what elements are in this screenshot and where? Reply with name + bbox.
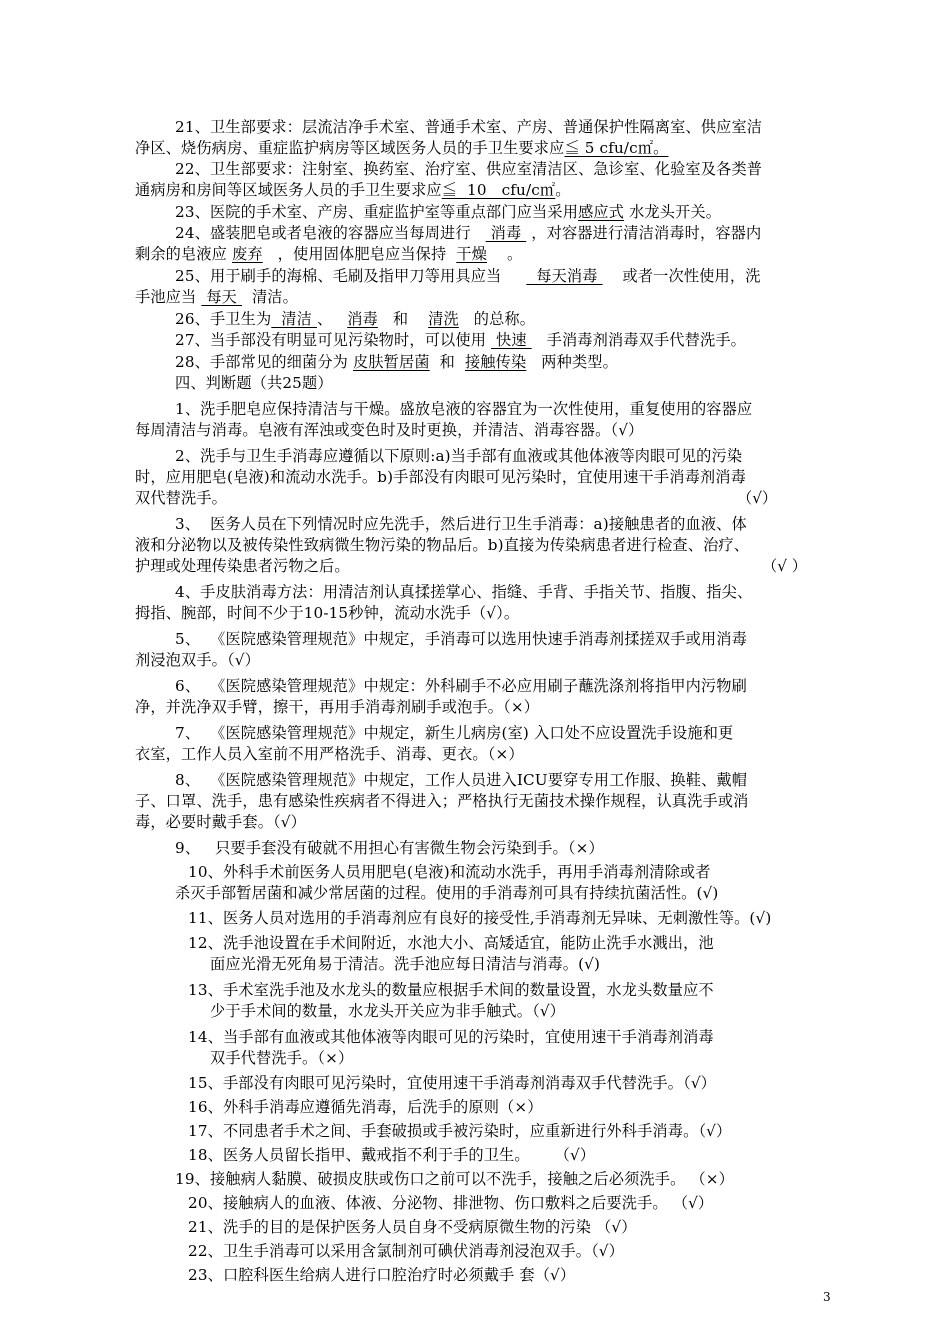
judge-line: 5、 《医院感染管理规范》中规定，手消毒可以选用快速手消毒剂揉搓双手或用消毒 bbox=[175, 630, 747, 648]
judge-line: 4、手皮肤消毒方法：用清洁剂认真揉搓掌心、指缝、手背、手指关节、指腹、指尖、 bbox=[175, 583, 753, 601]
judge-line: 1、洗手肥皂应保持清洁与干燥。盛放皂液的容器宜为一次性使用，重复使用的容器应 bbox=[175, 400, 753, 418]
judge-line: 19、接触病人黏膜、破损皮肤或伤口之前可以不洗手，接触之后必须洗手。 （×） bbox=[175, 1170, 734, 1188]
q27-answer: 快速 bbox=[491, 331, 532, 349]
q26-answer-2: 消毒 bbox=[347, 310, 378, 328]
judge-line: 双代替洗手。 bbox=[135, 489, 228, 507]
judge-line: 12、洗手池设置在手术间附近，水池大小、高矮适宜，能防止洗手水溅出，池 bbox=[188, 934, 714, 952]
q26-answer-1: 清洁 bbox=[271, 310, 317, 328]
judge-line: 13、手术室洗手池及水龙头的数量应根据手术间的数量设置，水龙头数量应不 bbox=[188, 981, 714, 999]
q28-answer-2: 接触传染 bbox=[464, 353, 527, 371]
judge-line: 16、外科手消毒应遵循先消毒，后洗手的原则（×） bbox=[188, 1098, 543, 1116]
q23-answer: 感应式 bbox=[578, 203, 625, 221]
judge-line: 6、 《医院感染管理规范》中规定：外科刷手不必应用刷子蘸洗涤剂将指甲内污物刷 bbox=[175, 677, 747, 695]
page-number: 3 bbox=[823, 1290, 831, 1304]
judge-line: 双手代替洗手。（×） bbox=[210, 1049, 354, 1067]
q22-line1: 22、卫生部要求：注射室、换药室、治疗室、供应室清洁区、急诊室、化验室及各类普 bbox=[175, 160, 763, 178]
judge-line: 14、当手部有血液或其他体液等肉眼可见的污染时，宜使用速干手消毒剂消毒 bbox=[188, 1028, 714, 1046]
judge-line: 17、不同患者手术之间、手套破损或手被污染时，应重新进行外科手消毒。（√） bbox=[188, 1122, 732, 1140]
q24-answer-3: 干燥 bbox=[456, 245, 488, 263]
q28-line: 28、手部常见的细菌分为 皮肤暂居菌 和 接触传染 两种类型。 bbox=[175, 353, 618, 371]
judge-line: 拇指、腕部，时间不少于10-15秒钟，流动水洗手（√）。 bbox=[135, 604, 520, 622]
q25-answer-1: 每天消毒 bbox=[526, 267, 603, 285]
judge-line: 时，应用肥皂(皂液)和流动水洗手。b)手部没有肉眼可见污染时，宜使用速干手消毒剂消毒 bbox=[135, 468, 746, 486]
q24-line2: 剩余的皂液应 废弃 ，使用固体肥皂应当保持 干燥 。 bbox=[135, 245, 523, 263]
judge-line: 7、 《医院感染管理规范》中规定，新生儿病房(室) 入口处不应设置洗手设施和更 bbox=[175, 724, 734, 742]
judge-line: 杀灭手部暂居菌和减少常居菌的过程。使用的手消毒剂可具有持续抗菌活性。(√) bbox=[175, 884, 719, 902]
judge-line: 22、卫生手消毒可以采用含氯制剂可碘伏消毒剂浸泡双手。（√） bbox=[188, 1242, 624, 1260]
q21-answer: ≦ 5 cfu/c㎡。 bbox=[564, 139, 669, 157]
q26-line: 26、手卫生为 清洁 、 消毒 和 清洗 的总称。 bbox=[175, 310, 536, 328]
q24-answer-2: 废弃 bbox=[232, 245, 263, 263]
judge-line: 衣室，工作人员入室前不用严格洗手、消毒、更衣。（×） bbox=[135, 745, 524, 763]
q25-answer-2: 每天 bbox=[201, 288, 242, 306]
judge-line: 面应光滑无死角易于清洁。洗手池应每日清洁与消毒。(√) bbox=[210, 955, 601, 973]
section-heading: 四、判断题（共25题） bbox=[175, 374, 333, 392]
q24-line1: 24、盛装肥皂或者皂液的容器应当每周进行 消毒 ，对容器进行清洁消毒时，容器内 bbox=[175, 224, 762, 242]
judge-line: 11、医务人员对选用的手消毒剂应有良好的接受性,手消毒剂无异味、无刺激性等。(√) bbox=[188, 909, 772, 927]
judge-line: 8、 《医院感染管理规范》中规定，工作人员进入ICU要穿专用工作服、换鞋、戴帽 bbox=[175, 771, 748, 789]
judge-line: 20、接触病人的血液、体液、分泌物、排泄物、伤口敷料之后要洗手。 （√） bbox=[188, 1194, 714, 1212]
answer-mark: （√ ） bbox=[762, 557, 807, 575]
q25-line2: 手池应当 每天 清洁。 bbox=[135, 288, 298, 306]
q28-answer-1: 皮肤暂居菌 bbox=[353, 353, 430, 371]
judge-line: 护理或处理传染患者污物之后。 bbox=[135, 557, 350, 575]
q24-answer-1: 消毒 bbox=[485, 224, 527, 242]
judge-line: 每周清洁与消毒。皂液有浑浊或变色时及时更换，并清洁、消毒容器。（√） bbox=[135, 421, 644, 439]
judge-line: 9、 只要手套没有破就不用担心有害微生物会污染到手。（×） bbox=[175, 839, 604, 857]
q27-line: 27、当手部没有明显可见污染物时，可以使用 快速 手消毒剂消毒双手代替洗手。 bbox=[175, 331, 746, 349]
judge-line: 剂浸泡双手。（√） bbox=[135, 651, 260, 669]
q22-answer: ≦ 10 cfu/c㎡ bbox=[441, 181, 556, 199]
q26-answer-3: 清洗 bbox=[428, 310, 459, 328]
q25-line1: 25、用于刷手的海棉、毛刷及指甲刀等用具应当 每天消毒 或者一次性使用，洗 bbox=[175, 267, 761, 285]
q22-line2: 通病房和房间等区域医务人员的手卫生要求应≦ 10 cfu/c㎡。 bbox=[135, 181, 571, 199]
judge-line: 23、口腔科医生给病人进行口腔治疗时必须戴手 套（√） bbox=[188, 1266, 576, 1284]
judge-line: 液和分泌物以及被传染性致病微生物污染的物品后。b)直接为传染病患者进行检查、治疗、 bbox=[135, 536, 750, 554]
judge-line: 18、医务人员留长指甲、戴戒指不利于手的卫生。 （√） bbox=[188, 1146, 596, 1164]
q21-line1: 21、卫生部要求：层流洁净手术室、普通手术室、产房、普通保护性隔离室、供应室洁 bbox=[175, 118, 763, 136]
judge-line: 毒，必要时戴手套。（√） bbox=[135, 813, 306, 831]
judge-line: 少于手术间的数量，水龙头开关应为非手触式。（√） bbox=[210, 1002, 565, 1020]
answer-mark: （√） bbox=[737, 489, 778, 507]
judge-line: 净，并洗净双手臂，擦干，再用手消毒剂刷手或泡手。（×） bbox=[135, 698, 540, 716]
q21-line2: 净区、烧伤病房、重症监护病房等区域医务人员的手卫生要求应≦ 5 cfu/c㎡。 bbox=[135, 139, 669, 157]
judge-line: 子、口罩、洗手，患有感染性疾病者不得进入；严格执行无菌技术操作规程，认真洗手或消 bbox=[135, 792, 749, 810]
judge-line: 3、 医务人员在下列情况时应先洗手，然后进行卫生手消毒：a)接触患者的血液、体 bbox=[175, 515, 747, 533]
judge-line: 2、洗手与卫生手消毒应遵循以下原则:a)当手部有血液或其他体液等肉眼可见的污染 bbox=[175, 447, 743, 465]
judge-line: 21、洗手的目的是保护医务人员自身不受病原微生物的污染 （√） bbox=[188, 1218, 637, 1236]
judge-line: 15、手部没有肉眼可见污染时，宜使用速干手消毒剂消毒双手代替洗手。（√） bbox=[188, 1074, 716, 1092]
judge-line: 10、外科手术前医务人员用肥皂(皂液)和流动水洗手，再用手消毒剂清除或者 bbox=[188, 863, 711, 881]
q23-line: 23、医院的手术室、产房、重症监护室等重点部门应当采用感应式 水龙头开关。 bbox=[175, 203, 722, 221]
